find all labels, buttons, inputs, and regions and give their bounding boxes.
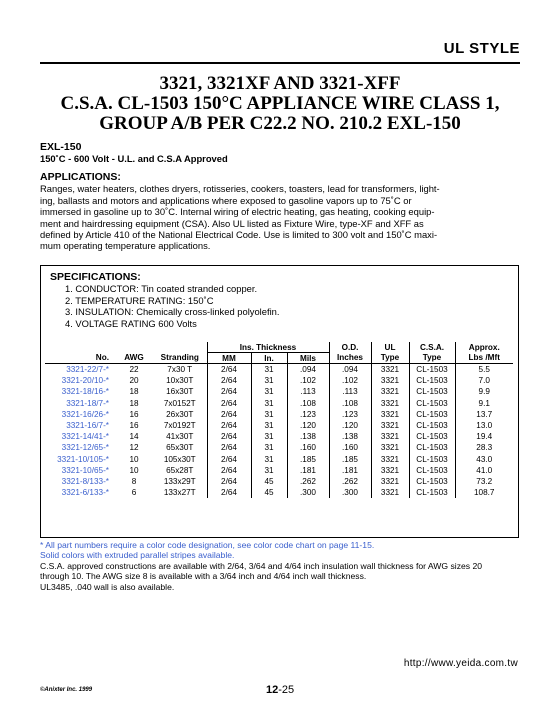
applications-line: immersed in gasoline up to 30˚C. Internal wiring of electric heating, gas heating, cooking equip- <box>40 206 435 218</box>
table-cell: 5.5 <box>478 365 490 375</box>
table-cell: 3321 <box>371 476 409 487</box>
product-rating: 150˚C - 600 Volt - U.L. and C.S.A Approved <box>40 153 228 165</box>
table-cell: .262 <box>329 476 371 487</box>
table-cell: 9.1 <box>478 398 490 408</box>
table-cell: 31 <box>251 409 287 420</box>
table-cell: .138 <box>287 431 329 442</box>
table-cell: 2/64 <box>207 375 251 386</box>
table-cell: .120 <box>329 420 371 431</box>
table-cell: 45 <box>251 487 287 498</box>
table-cell: 3321 <box>371 398 409 409</box>
col-header: Mils <box>287 353 329 364</box>
table-cell: 3321 <box>371 409 409 420</box>
part-number-cell: 3321-18/16-* <box>61 387 109 397</box>
ul-note: UL3485, .040 wall is also available. <box>40 581 175 592</box>
table-row <box>45 465 513 476</box>
table-cell: 2/64 <box>207 420 251 431</box>
table-cell: 2/64 <box>207 442 251 453</box>
specifications-box <box>40 265 519 538</box>
page-number-suffix: -25 <box>278 684 295 696</box>
table-cell: .160 <box>287 442 329 453</box>
copyright: ©Anixter Inc. 1999 <box>40 687 93 693</box>
table-cell: 3321 <box>371 465 409 476</box>
csa-note: C.S.A. approved constructions are available with 2/64, 3/64 and 4/64 inch insulation wall thickness for AWG sizes 20 <box>40 560 483 571</box>
applications-line: mum operating temperature applications. <box>40 240 211 252</box>
table-cell: .113 <box>287 386 329 397</box>
table-cell: 3321 <box>371 375 409 386</box>
table-cell: .102 <box>287 375 329 386</box>
table-cell: 28.3 <box>476 443 493 453</box>
table-cell: 3321 <box>371 454 409 465</box>
table-cell: 2/64 <box>207 476 251 487</box>
col-header: In. <box>251 353 287 364</box>
table-cell: CL-1503 <box>409 364 455 376</box>
col-header: Type <box>409 353 455 364</box>
table-cell: CL-1503 <box>409 442 455 453</box>
table-cell: .108 <box>287 398 329 409</box>
table-cell: 3321 <box>371 442 409 453</box>
product-section <box>40 142 520 165</box>
table-row <box>45 375 513 386</box>
table-cell: .123 <box>287 409 329 420</box>
table-cell: 105x30T <box>153 454 207 465</box>
table-cell: 10 <box>129 454 139 464</box>
table-cell: CL-1503 <box>409 420 455 431</box>
spec-item: 3. INSULATION: Chemically cross-linked polyolefin. <box>65 306 280 318</box>
wire-table <box>45 342 513 498</box>
table-cell: 31 <box>251 364 287 376</box>
col-header: AWG <box>124 353 144 363</box>
table-cell: .185 <box>287 454 329 465</box>
table-cell: .300 <box>329 487 371 498</box>
table-cell: 2/64 <box>207 465 251 476</box>
table-cell: CL-1503 <box>409 409 455 420</box>
part-number-cell: 3321-14/41-* <box>61 432 109 442</box>
table-cell: 31 <box>251 420 287 431</box>
table-cell: 73.2 <box>476 476 493 486</box>
table-cell: .108 <box>329 398 371 409</box>
table-cell: .094 <box>287 364 329 376</box>
spec-item: 4. VOLTAGE RATING 600 Volts <box>65 317 197 329</box>
title-line: GROUP A/B PER C22.2 NO. 210.2 EXL-150 <box>99 113 461 134</box>
table-row <box>45 420 513 431</box>
table-row <box>45 409 513 420</box>
table-cell: 14 <box>129 432 139 442</box>
table-row <box>45 442 513 453</box>
color-stripe-note: Solid colors with extruded parallel stripes available. <box>40 550 235 561</box>
col-header: Stranding <box>153 353 207 364</box>
table-cell: 8 <box>131 476 137 486</box>
table-cell: 2/64 <box>207 409 251 420</box>
table-cell: .120 <box>287 420 329 431</box>
table-cell: .138 <box>329 431 371 442</box>
table-cell: .181 <box>287 465 329 476</box>
table-cell: CL-1503 <box>409 454 455 465</box>
table-cell: 31 <box>251 431 287 442</box>
ul-style-label: UL STYLE <box>443 40 520 57</box>
table-row <box>45 487 513 498</box>
table-cell: 13.0 <box>476 421 493 431</box>
table-row <box>45 386 513 397</box>
table-row <box>45 364 513 376</box>
table-cell: 41.0 <box>476 465 493 475</box>
col-header: MM <box>207 353 251 364</box>
part-number-cell: 3321-10/65-* <box>61 465 109 475</box>
table-cell: CL-1503 <box>409 386 455 397</box>
table-cell: .300 <box>287 487 329 498</box>
csa-note: through 10. The AWG size 8 is available with a 3/64 inch and 4/64 inch wall thickness. <box>40 571 367 582</box>
table-cell: 31 <box>251 442 287 453</box>
table-cell: .113 <box>329 386 371 397</box>
part-number-cell: 3321-16/7-* <box>66 421 109 431</box>
table-cell: 45 <box>251 476 287 487</box>
title-line: 3321, 3321XF AND 3321-XFF <box>159 73 401 94</box>
table-cell: 22 <box>129 365 139 375</box>
page-title <box>40 74 520 134</box>
table-cell: 2/64 <box>207 454 251 465</box>
table-cell: 43.0 <box>476 454 493 464</box>
table-cell: CL-1503 <box>409 465 455 476</box>
table-cell: .094 <box>329 364 371 376</box>
color-code-note: * All part numbers require a color code designation, see color code chart on page 11-15. <box>40 540 375 550</box>
table-cell: 133x29T <box>153 476 207 487</box>
spec-item: 1. CONDUCTOR: Tin coated stranded copper. <box>65 283 258 294</box>
applications-line: ing, ballasts and motors and applications where exposed to gasoline vapors up to 75˚C or <box>40 194 412 206</box>
table-cell: .262 <box>287 476 329 487</box>
table-cell: 2/64 <box>207 487 251 498</box>
table-cell: 65x28T <box>153 465 207 476</box>
table-cell: 31 <box>251 375 287 386</box>
table-cell: 133x27T <box>153 487 207 498</box>
table-cell: 2/64 <box>207 364 251 376</box>
table-cell: 2/64 <box>207 431 251 442</box>
table-cell: 16 <box>129 409 139 419</box>
part-number-cell: 3321-6/133-* <box>61 488 109 498</box>
table-cell: CL-1503 <box>409 398 455 409</box>
table-cell: 3321 <box>371 431 409 442</box>
product-code: EXL-150 <box>40 141 82 153</box>
part-number-cell: 3321-12/65-* <box>61 443 109 453</box>
table-cell: 16x30T <box>153 386 207 397</box>
part-number-cell: 3321-8/133-* <box>61 476 109 486</box>
table-cell: 18 <box>129 387 139 397</box>
table-cell: 31 <box>251 386 287 397</box>
part-number-cell: 3321-20/10-* <box>61 376 109 386</box>
table-cell: 3321 <box>371 420 409 431</box>
table-row <box>45 431 513 442</box>
table-cell: 7x0152T <box>153 398 207 409</box>
table-cell: 3321 <box>371 487 409 498</box>
table-cell: .160 <box>329 442 371 453</box>
ins-thickness-header: Ins. Thickness <box>207 342 329 353</box>
website-link[interactable]: http://www.yeida.com.tw <box>403 658 518 669</box>
specifications-list <box>65 283 279 329</box>
applications-line: defined by Article 410 of the National Electrical Code. Use is limited to 300 volt and 150˚C maxi- <box>40 229 438 241</box>
table-cell: 31 <box>251 465 287 476</box>
table-cell: 108.7 <box>474 488 495 498</box>
table-cell: 7x0192T <box>153 420 207 431</box>
col-header: Inches <box>329 353 371 364</box>
col-header: Lbs /Mft <box>468 353 500 363</box>
table-cell: CL-1503 <box>409 375 455 386</box>
csa-header: C.S.A. <box>409 342 455 353</box>
applications-line: Ranges, water heaters, clothes dryers, rotisseries, cookers, toasters, lead for transformers, light- <box>40 183 440 195</box>
table-cell: 7x30 T <box>153 364 207 376</box>
table-cell: 31 <box>251 398 287 409</box>
table-cell: .181 <box>329 465 371 476</box>
table-cell: CL-1503 <box>409 476 455 487</box>
page-number-prefix: 12 <box>266 684 279 696</box>
table-cell: 31 <box>251 454 287 465</box>
page-number <box>266 684 294 696</box>
table-cell: 12 <box>129 443 139 453</box>
table-cell: 13.7 <box>476 409 493 419</box>
table-cell: 19.4 <box>476 432 493 442</box>
part-number-cell: 3321-10/105-* <box>57 454 109 464</box>
table-cell: CL-1503 <box>409 431 455 442</box>
ul-header: UL <box>371 342 409 353</box>
notes-section <box>40 540 530 592</box>
spec-item: 2. TEMPERATURE RATING: 150˚C <box>65 294 214 306</box>
table-cell: 7.0 <box>478 376 490 386</box>
table-cell: .102 <box>329 375 371 386</box>
table-cell: .123 <box>329 409 371 420</box>
table-row <box>45 398 513 409</box>
table-cell: 3321 <box>371 364 409 376</box>
specifications-heading: SPECIFICATIONS: <box>50 271 141 283</box>
table-cell: 41x30T <box>153 431 207 442</box>
col-header: Type <box>371 353 409 364</box>
title-line: C.S.A. CL-1503 150°C APPLIANCE WIRE CLASS 1, <box>60 93 500 114</box>
table-cell: .185 <box>329 454 371 465</box>
table-cell: 65x30T <box>153 442 207 453</box>
table-cell: 3321 <box>371 386 409 397</box>
part-number-cell: 3321-18/7-* <box>66 398 109 408</box>
table-cell: 20 <box>129 376 139 386</box>
table-row <box>45 454 513 465</box>
table-cell: 26x30T <box>153 409 207 420</box>
applications-section <box>40 172 520 252</box>
table-cell: 10 <box>129 465 139 475</box>
header-rule <box>40 62 520 64</box>
table-cell: 18 <box>129 398 139 408</box>
applications-heading: APPLICATIONS: <box>40 171 121 183</box>
col-header: No. <box>95 353 109 363</box>
applications-line: ment and hairdressing equipment (CSA). Also UL listed as Fixture Wire, type-XF and XFF as <box>40 217 424 229</box>
table-cell: 2/64 <box>207 398 251 409</box>
od-header: O.D. <box>329 342 371 353</box>
part-number-cell: 3321-16/26-* <box>61 409 109 419</box>
table-cell: 10x30T <box>153 375 207 386</box>
part-number-cell: 3321-22/7-* <box>66 365 109 375</box>
table-cell: 9.9 <box>478 387 490 397</box>
approx-header: Approx. <box>468 342 500 352</box>
table-cell: 6 <box>131 488 137 498</box>
table-cell: CL-1503 <box>409 487 455 498</box>
table-cell: 16 <box>129 421 139 431</box>
table-row <box>45 476 513 487</box>
table-cell: 2/64 <box>207 386 251 397</box>
